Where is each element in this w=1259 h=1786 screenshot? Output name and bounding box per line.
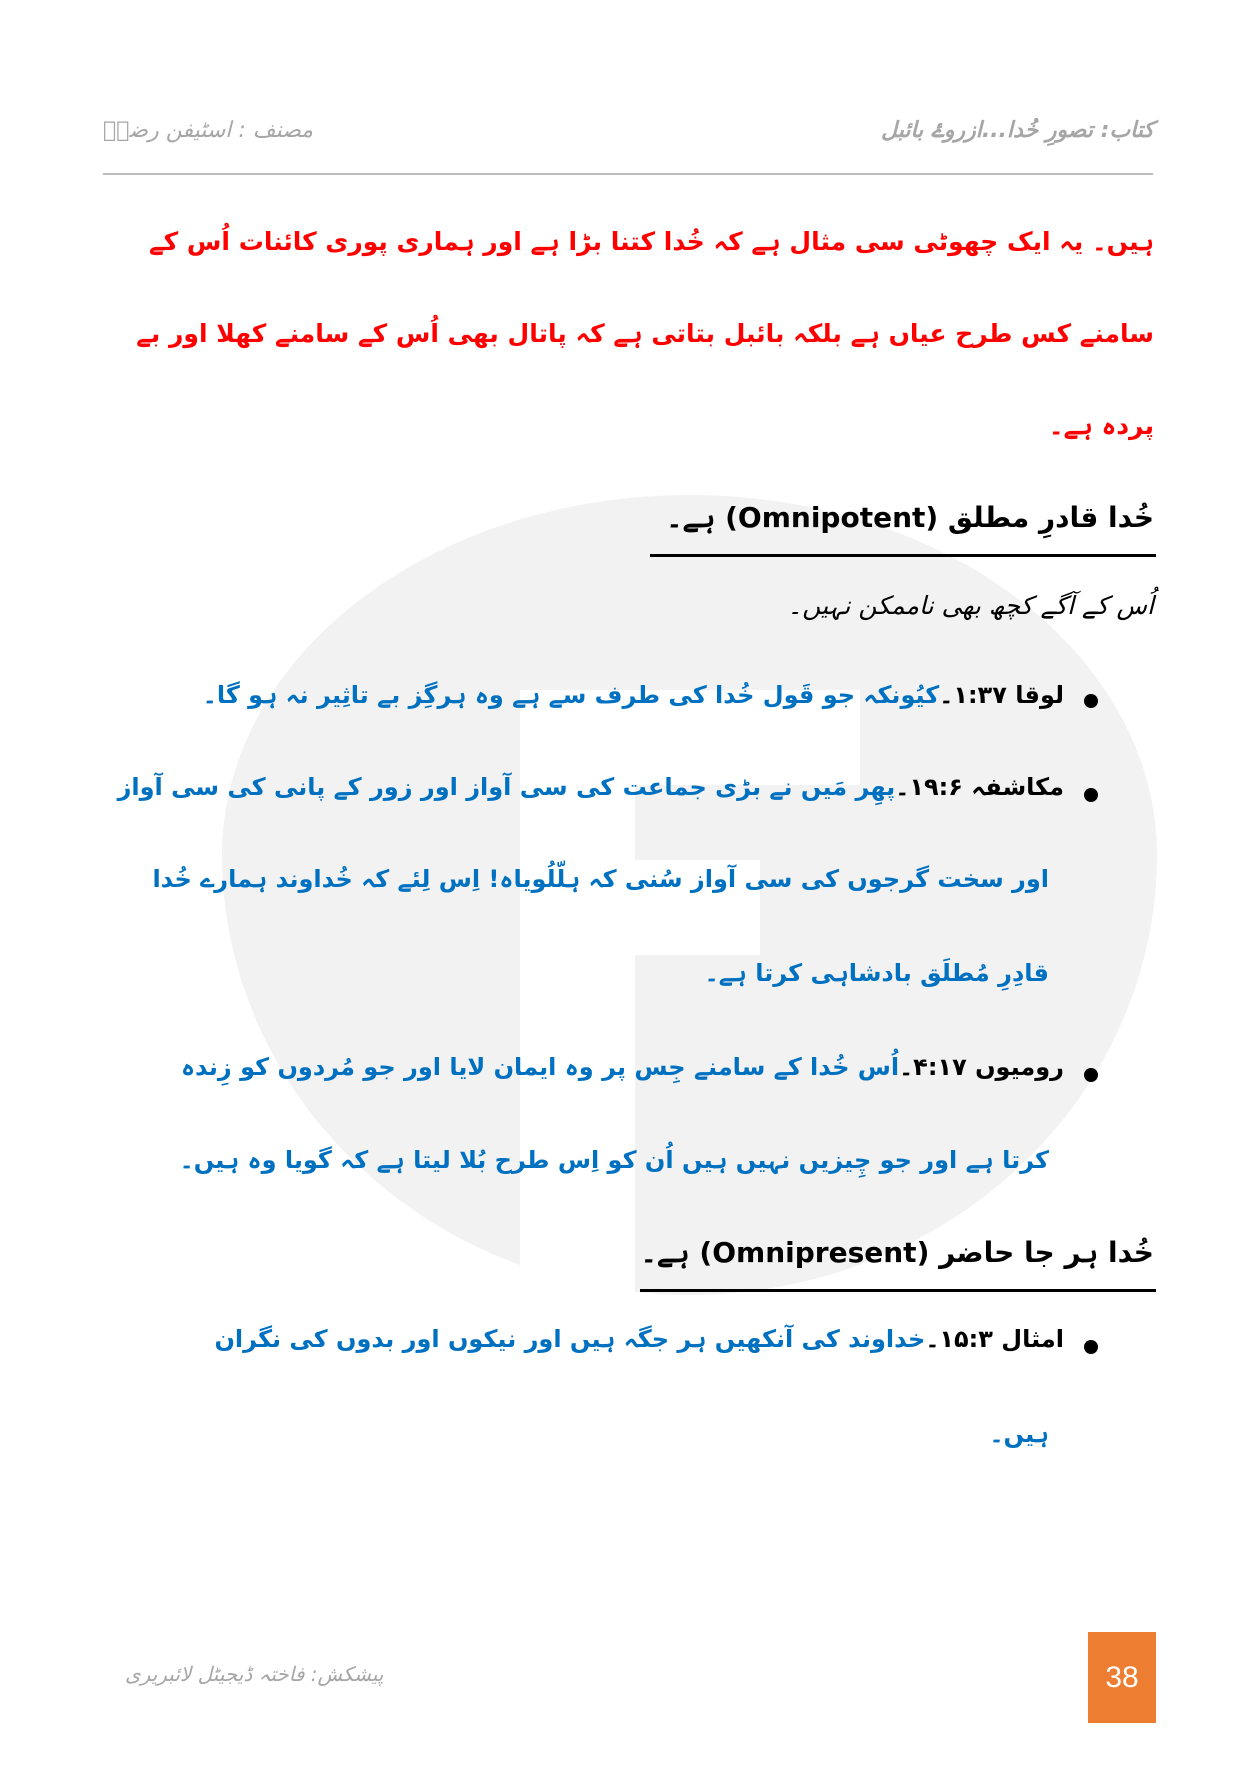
verse-line: ہیں۔ <box>989 1420 1049 1448</box>
verse-line <box>103 772 1064 803</box>
heading-underline <box>650 554 1156 557</box>
section-heading-omnipotent: خُدا قادرِ مطلق (Omnipotent) ہے۔ <box>666 501 1154 534</box>
section-heading-omnipresent: خُدا ہر جا حاضر (Omnipresent) ہے۔ <box>640 1236 1154 1269</box>
verse-ref: رومیوں ۴:۱۷۔ <box>899 1053 1064 1081</box>
verse-ref: لوقا ۱:۳۷۔ <box>939 681 1064 709</box>
verse-line <box>103 1052 1064 1083</box>
section-subtitle: اُس کے آگے کچھ بھی ناممکن نہیں۔ <box>787 591 1154 620</box>
verse-line: قادِرِ مُطلَق بادشاہی کرتا ہے۔ <box>704 959 1049 987</box>
footer-presented-by: پیشکش: فاختہ ڈیجیٹل لائبریری <box>125 1662 384 1686</box>
verse-text: پھِر مَیں نے بڑی جماعت کی سی آواز اور زور کے پانی کی سی آواز <box>117 773 896 801</box>
intro-line: پردہ ہے۔ <box>1048 411 1154 440</box>
verse-text: کیُونکہ جو قَول خُدا کی طرف سے ہے وہ ہرگِز بے تاثِیر نہ ہو گا۔ <box>202 681 940 709</box>
bullet-dot <box>1084 1340 1098 1354</box>
bullet-dot <box>1084 694 1098 708</box>
verse-line: اور سخت گرجوں کی سی آواز سُنی کہ ہلّلُویاہ! اِس لِئے کہ خُداوند ہمارے خُدا <box>152 865 1049 893</box>
verse-ref: مکاشفہ ۱۹:۶۔ <box>895 773 1064 801</box>
page-number: 38 <box>1088 1632 1156 1723</box>
author: مصنف : اسٹیفن رضاؔ <box>103 118 314 143</box>
bullet-dot <box>1084 1068 1098 1082</box>
verse-ref: امثال ۱۵:۳۔ <box>925 1325 1064 1353</box>
bullet-dot <box>1084 788 1098 802</box>
verse-text: اُس خُدا کے سامنے جِس پر وہ ایمان لایا اور جو مُردوں کو زِندہ <box>180 1053 900 1081</box>
intro-line: سامنے کس طرح عیاں ہے بلکہ بائبل بتاتی ہے کہ پاتال بھی اُس کے سامنے کھلا اور بے <box>136 319 1154 348</box>
verse-text: خداوند کی آنکھیں ہر جگہ ہیں اور نیکوں اور بدوں کی نگران <box>214 1325 926 1353</box>
verse-line <box>103 1324 1064 1355</box>
heading-underline <box>640 1289 1156 1292</box>
verse-line: کرتا ہے اور جو چِیزیں نہیں ہیں اُن کو اِس طرح بُلا لیتا ہے کہ گویا وہ ہیں۔ <box>179 1146 1049 1174</box>
intro-line: ہیں۔ یہ ایک چھوٹی سی مثال ہے کہ خُدا کتنا بڑا ہے اور ہماری پوری کائنات اُس کے <box>149 227 1154 256</box>
verse-line <box>103 680 1064 711</box>
header-divider <box>103 173 1153 175</box>
book-title: کتاب: تصورِ خُدا...ازروۓ بائبل <box>881 118 1154 143</box>
